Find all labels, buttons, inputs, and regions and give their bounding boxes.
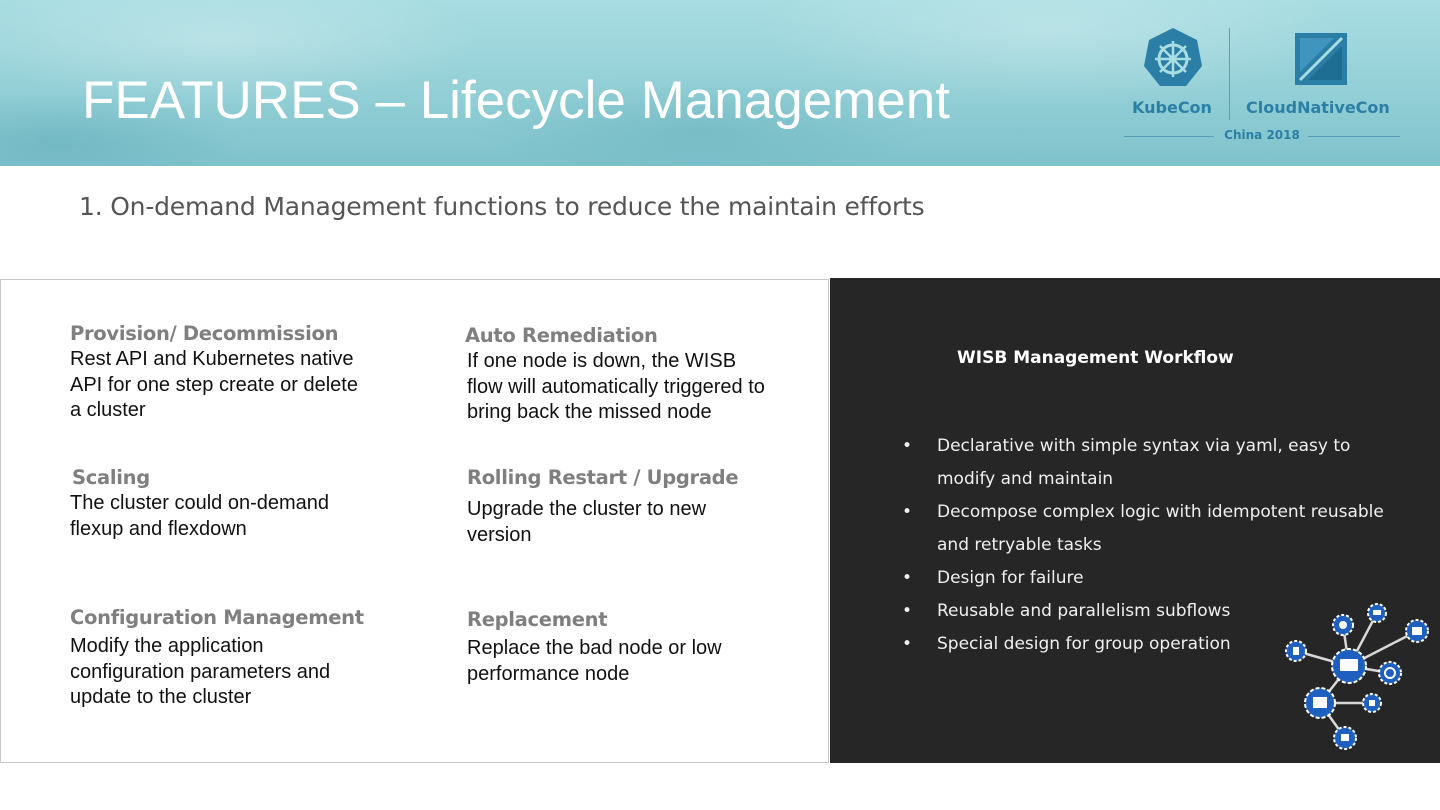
feature-rolling-restart-upgrade bbox=[467, 465, 797, 548]
features-panel bbox=[0, 279, 829, 763]
list-item-text: Declarative with simple syntax via yaml, easy to modify and maintain bbox=[937, 436, 1351, 489]
feature-replacement bbox=[467, 607, 797, 687]
feature-description: Replace the bad node or low performance node bbox=[467, 637, 722, 685]
page-title: FEATURES – Lifecycle Management bbox=[82, 71, 950, 130]
bullet-marker: • bbox=[902, 634, 913, 654]
feature-heading: Provision/ Decommission bbox=[70, 322, 339, 345]
list-item bbox=[902, 430, 1402, 496]
feature-provision-decommission bbox=[70, 321, 400, 424]
cncf-icon bbox=[1294, 32, 1348, 86]
kubecon-cloudnativecon-logo bbox=[1120, 24, 1410, 148]
workflow-panel bbox=[830, 278, 1440, 763]
kubecon-wordmark: KubeCon bbox=[1132, 98, 1212, 117]
list-item-text: Decompose complex logic with idempotent reusable and retryable tasks bbox=[937, 502, 1384, 555]
bullet-marker: • bbox=[902, 436, 913, 456]
feature-description: Modify the application configuration parameters and update to the cluster bbox=[70, 635, 331, 708]
feature-scaling bbox=[70, 465, 400, 542]
list-item bbox=[902, 496, 1402, 562]
logo-rule-right bbox=[1308, 136, 1400, 137]
feature-heading: Scaling bbox=[72, 466, 150, 489]
list-item-text: Special design for group operation bbox=[937, 634, 1231, 654]
header-banner bbox=[0, 0, 1440, 166]
bullet-marker: • bbox=[902, 502, 913, 522]
feature-heading: Rolling Restart / Upgrade bbox=[467, 466, 739, 489]
list-item-text: Reusable and parallelism subflows bbox=[937, 601, 1231, 621]
logo-divider bbox=[1229, 28, 1230, 120]
feature-description: Rest API and Kubernetes native API for one step create or delete a cluster bbox=[70, 348, 358, 421]
feature-heading: Auto Remediation bbox=[465, 324, 658, 347]
kubernetes-helm-icon bbox=[1142, 26, 1204, 88]
feature-heading: Configuration Management bbox=[70, 606, 364, 629]
cloudnativecon-wordmark: CloudNativeCon bbox=[1246, 98, 1390, 117]
feature-description: The cluster could on-demand flexup and flexdown bbox=[70, 492, 330, 540]
bullet-marker: • bbox=[902, 568, 913, 588]
feature-description: If one node is down, the WISB flow will automatically triggered to bring back the missed node bbox=[467, 350, 765, 423]
feature-heading: Replacement bbox=[467, 608, 608, 631]
section-subtitle: 1. On-demand Management functions to reduce the maintain efforts bbox=[79, 192, 925, 221]
feature-description: Upgrade the cluster to new version bbox=[467, 498, 707, 546]
workflow-title: WISB Management Workflow bbox=[957, 348, 1234, 368]
list-item bbox=[902, 562, 1402, 595]
list-item-text: Design for failure bbox=[937, 568, 1084, 588]
bullet-marker: • bbox=[902, 601, 913, 621]
logo-rule-left bbox=[1124, 136, 1214, 137]
network-gears-icon bbox=[1282, 602, 1432, 752]
feature-configuration-management bbox=[70, 605, 400, 711]
feature-auto-remediation bbox=[465, 323, 805, 426]
event-year: China 2018 bbox=[1224, 128, 1300, 142]
